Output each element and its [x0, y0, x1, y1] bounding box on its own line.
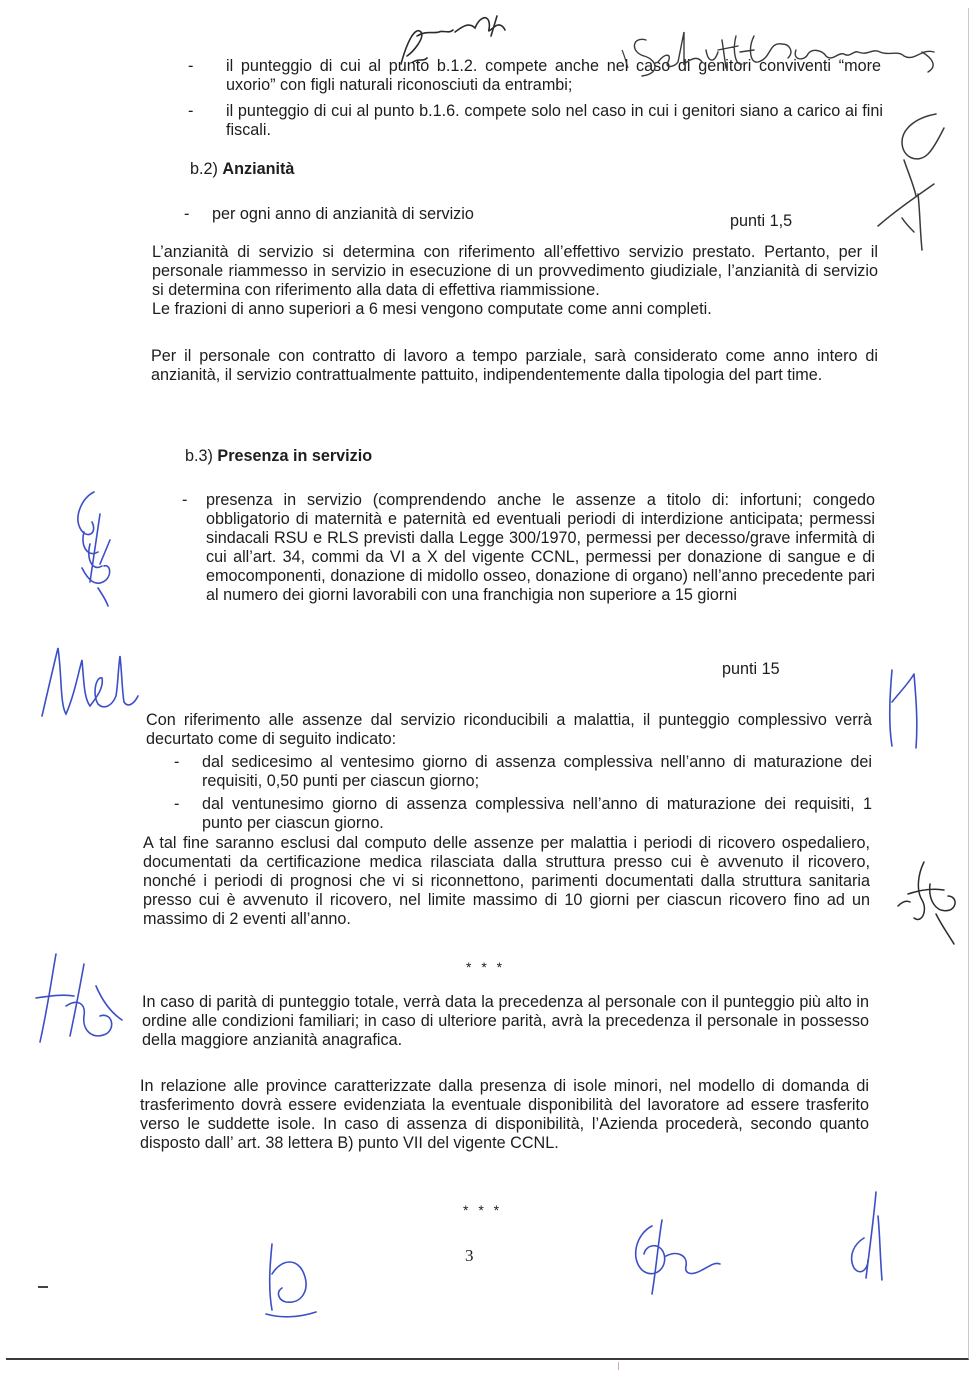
signature-right-3: [888, 854, 968, 959]
signature-left-1-strokes: [60, 484, 140, 614]
esclusioni-paragraph: [143, 834, 870, 929]
signature-bottom-left: [258, 1234, 328, 1329]
bullet-dash: -: [174, 795, 180, 813]
section-b2-title: Anzianità: [222, 160, 295, 178]
intro-bullet-2-text: il punteggio di cui al punto b.1.6. compete solo nel caso in cui i genitori siano a carico ai fini fiscali.: [226, 102, 883, 139]
signature-right-3-strokes: [888, 854, 968, 954]
scan-mark: [618, 1362, 619, 1370]
section-b2-heading: [190, 160, 294, 179]
esclusioni-text: A tal fine saranno esclusi dal computo delle assenze per malattia i periodi di ricovero ospedaliero, documentati da certificazione medica rilasciata dalla struttura presso cui è avvenuto il ricovero, nonché i periodi di prognosi che vi si riconnettono, parimenti documentati dalla struttura sanitaria presso cui è avvenuto il ricovero, nel limite massimo di 10 giorni per ciascun ricovero fino ad un massimo di 2 eventi all’anno.: [143, 834, 870, 928]
section-b3-title: Presenza in servizio: [217, 447, 373, 465]
page-number: 3: [465, 1246, 474, 1265]
section-b2-paragraph-1: [152, 243, 878, 319]
intro-bullet-1: [188, 57, 881, 95]
signature-right-2-strokes: [880, 662, 930, 762]
scan-mark: [38, 1286, 48, 1288]
signature-left-1: [60, 484, 140, 619]
malattia-bullet-1-text: dal sedicesimo al ventesimo giorno di assenza complessiva nell’anno di maturazione dei requisiti, 0,50 punti per ciascun giorno;: [202, 753, 872, 790]
section-b2-paragraph-2: [151, 347, 878, 385]
section-b3-points: punti 15: [722, 660, 780, 678]
section-b3-bullet-text: presenza in servizio (comprendendo anche le assenze a titolo di: infortuni; congedo obbligatorio di maternità e paternità ed eventuali periodi di interdizione anticipata; permessi sindacali RSU e RLS previsti dalla Legge 300/1970, permessi per decesso/grave infermità di cui all’art. 34, commi da VI a X del vigente CCNL, permessi per donazione di sangue e di emocomponenti, donazione di midollo osseo, donazione di organo) nell’anno precedente pari al numero dei giorni lavorabili con una franchigia non superiore a 15 giorni: [206, 491, 875, 604]
signature-left-2-strokes: [34, 620, 144, 730]
section-b3-heading: [185, 447, 372, 466]
separator-2: * * *: [463, 1202, 503, 1218]
malattia-intro-text: Con riferimento alle assenze dal servizio riconducibili a malattia, il punteggio complessivo verrà decurtato come di seguito indicato:: [146, 711, 872, 748]
signature-bottom-left-strokes: [258, 1234, 328, 1324]
section-b2-paragraph-2-text: Per il personale con contratto di lavoro a tempo parziale, sarà considerato come anno intero di anzianità, il servizio contrattualmente pattuito, indipendentemente dalla tipologia del part time.: [151, 347, 878, 384]
parita-text: In caso di parità di punteggio totale, verrà data la precedenza al personale con il punteggio più alto in ordine alle condizioni familiari; in caso di ulteriore parità, avrà la precedenza il personale in possesso della maggiore anzianità anagrafica.: [142, 993, 869, 1049]
section-b3-bullet: [182, 491, 875, 605]
section-b2-bullet-text: per ogni anno di anzianità di servizio: [212, 205, 474, 223]
bullet-dash: -: [182, 491, 188, 509]
bullet-dash: -: [174, 753, 180, 771]
bullet-dash: -: [188, 102, 194, 120]
signature-left-2: [34, 620, 144, 735]
section-b3-number: b.3): [185, 447, 213, 465]
isole-text: In relazione alle province caratterizzate dalla presenza di isole minori, nel modello di domanda di trasferimento dovrà essere evidenziata la eventuale disponibilità del lavoratore ad essere trasferito verso le suddette isole. In caso di assenza di disponibilità, l’Azienda procederà, secondo quanto disposto dall’ art. 38 lettera B) punto VII del vigente CCNL.: [140, 1077, 869, 1152]
bullet-dash: -: [188, 57, 194, 75]
isole-paragraph: [140, 1077, 869, 1153]
intro-bullet-1-text: il punteggio di cui al punto b.1.2. compete anche nel caso di genitori conviventi “more uxorio” con figli naturali riconosciuti da entrambi;: [226, 57, 881, 94]
section-b2-paragraph-1-text: L’anzianità di servizio si determina con riferimento all’effettivo servizio prestato. Pertanto, per il personale riammesso in servizio in esecuzione di un provvedimento giudiziale, l’anzianità di servizio si determina con riferimento alla data di effettiva riammissione.: [152, 243, 878, 299]
signature-bottom-right: [840, 1186, 900, 1301]
signature-bottom-right-strokes: [840, 1186, 900, 1296]
bullet-dash: -: [184, 205, 190, 223]
signature-bottom-center: [622, 1214, 732, 1309]
malattia-bullet-2: [174, 795, 872, 833]
signature-left-3: [26, 946, 136, 1061]
malattia-intro: [146, 711, 872, 749]
parita-paragraph: [142, 993, 869, 1050]
section-b2-paragraph-1-last: Le frazioni di anno superiori a 6 mesi vengono computate come anni completi.: [152, 300, 712, 318]
malattia-bullet-1: [174, 753, 872, 791]
section-b2-number: b.2): [190, 160, 218, 178]
signature-right-2: [880, 662, 930, 767]
signature-left-3-strokes: [26, 946, 136, 1056]
section-b2-points: punti 1,5: [730, 212, 793, 230]
malattia-bullet-2-text: dal ventunesimo giorno di assenza complessiva nell’anno di maturazione dei requisiti, 1 punto per ciascun giorno.: [202, 795, 872, 832]
separator-1: * * *: [466, 959, 506, 975]
section-b2-bullet: [184, 205, 692, 224]
intro-bullet-2: [188, 102, 883, 140]
signature-bottom-center-strokes: [622, 1214, 732, 1304]
